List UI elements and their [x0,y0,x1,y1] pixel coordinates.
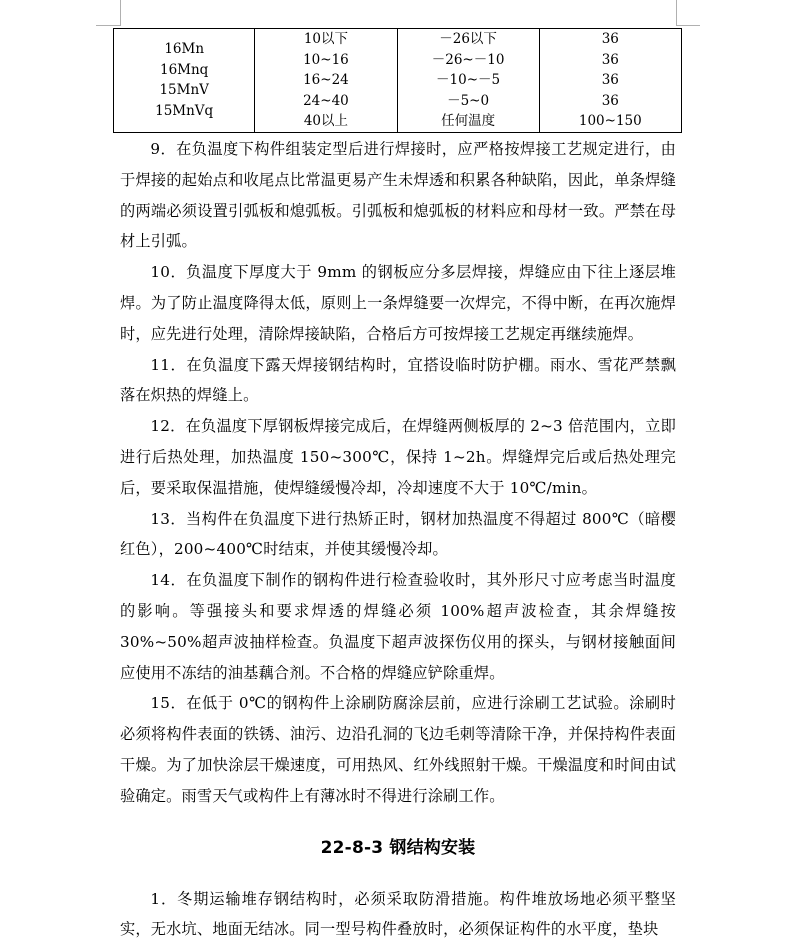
document-body [120,134,676,945]
paragraph-12: 12．在负温度下厚钢板焊接完成后，在焊缝两侧板厚的 2~3 倍范围内，立即进行后热处理，加热温度 150~300℃，保持 1~2h。焊缝焊完后或后热处理完后，要采取保温措施，使焊缝缓慢冷却，冷却速度不大于 10℃/min。 [120,417,676,497]
preheat-value: 36 [601,51,619,68]
preheat-value: 36 [601,31,619,47]
preheat-value: 36 [601,92,619,109]
preheat-value: 100~150 [578,113,642,129]
temperature-value: －26~－10 [431,51,505,68]
thickness-value: 16~24 [303,72,349,88]
thickness-value: 10以下 [303,31,349,47]
paragraph-14: 14．在负温度下制作的钢构件进行检查验收时，其外形尺寸应考虑当时温度的影响。等强接头和要求焊透的焊缝必须 100%超声波检查，其余焊缝按 30%~50%超声波抽样检查。负温度下超声波探伤仪用的探头，与钢材接触面间应使用不冻结的油基藕合剂。不合格的焊缝应铲除重焊。 [120,571,677,682]
page-corner-mark-left [120,0,121,26]
section-heading: 22-8-3 钢结构安装 [320,837,476,858]
paragraph-11: 11．在负温度下露天焊接钢结构时，宜搭设临时防护棚。雨水、雪花严禁飘落在炽热的焊缝上。 [120,355,676,405]
steel-grade: 16Mnq [159,61,209,78]
preheat-value-cell [539,29,681,133]
paragraph-10: 10．负温度下厚度大于 9mm 的钢板应分多层焊接，焊缝应由下往上逐层堆焊。为了防止温度降得太低，原则上一条焊缝要一次焊完，不得中断，在再次施焊时，应先进行处理，清除焊接缺陷，合格后方可按焊接工艺规定再继续施焊。 [120,263,676,343]
temperature-value: －10~－5 [436,72,501,88]
temperature-value: －26以下 [439,31,497,47]
page-corner-mark-right [676,0,677,26]
temperature-value: 任何温度 [441,113,496,129]
preheat-value: 36 [601,72,619,88]
steel-grade-cell [114,29,255,133]
thickness-value: 10~16 [303,51,349,68]
page-corner-mark-left-horizontal [96,25,120,26]
paragraph-13: 13．当构件在负温度下进行热矫正时，钢材加热温度不得超过 800℃（暗樱红色），200~400℃时结束，并使其缓慢冷却。 [120,509,676,559]
thickness-cell [255,29,397,133]
steel-grade: 15MnV [159,82,209,99]
steel-grade: 15MnVq [155,102,214,119]
temperature-cell [397,29,539,133]
welding-spec-table [113,28,682,133]
paragraph-15: 15．在低于 0℃的钢构件上涂刷防腐涂层前，应进行涂刷工艺试验。涂刷时必须将构件表面的铁锈、油污、边沿孔洞的飞边毛刺等清除干净，并保持构件表面干燥。为了加快涂层干燥速度，可用热风、红外线照射干燥。干燥温度和时间由试验确定。雨雪天气或构件上有薄冰时不得进行涂刷工作。 [120,694,676,805]
steel-grade: 16Mn [164,41,205,58]
page-corner-mark-right-horizontal [676,25,700,26]
thickness-value: 24~40 [303,92,349,109]
section-paragraph-1: 1．冬期运输堆存钢结构时，必须采取防滑措施。构件堆放场地必须平整坚实，无水坑、地面无结冰。同一型号构件叠放时，必须保证构件的水平度，垫块 [120,889,676,939]
thickness-value: 40以上 [303,113,349,129]
temperature-value: －5~0 [447,92,490,109]
table-row [114,29,682,133]
paragraph-9: 9．在负温度下构件组装定型后进行焊接时，应严格按焊接工艺规定进行，由于焊接的起始点和收尾点比常温更易产生未焊透和积累各种缺陷，因此，单条焊缝的两端必须设置引弧板和熄弧板。引弧板和熄弧板的材料应和母材一致。严禁在母材上引弧。 [120,140,676,251]
